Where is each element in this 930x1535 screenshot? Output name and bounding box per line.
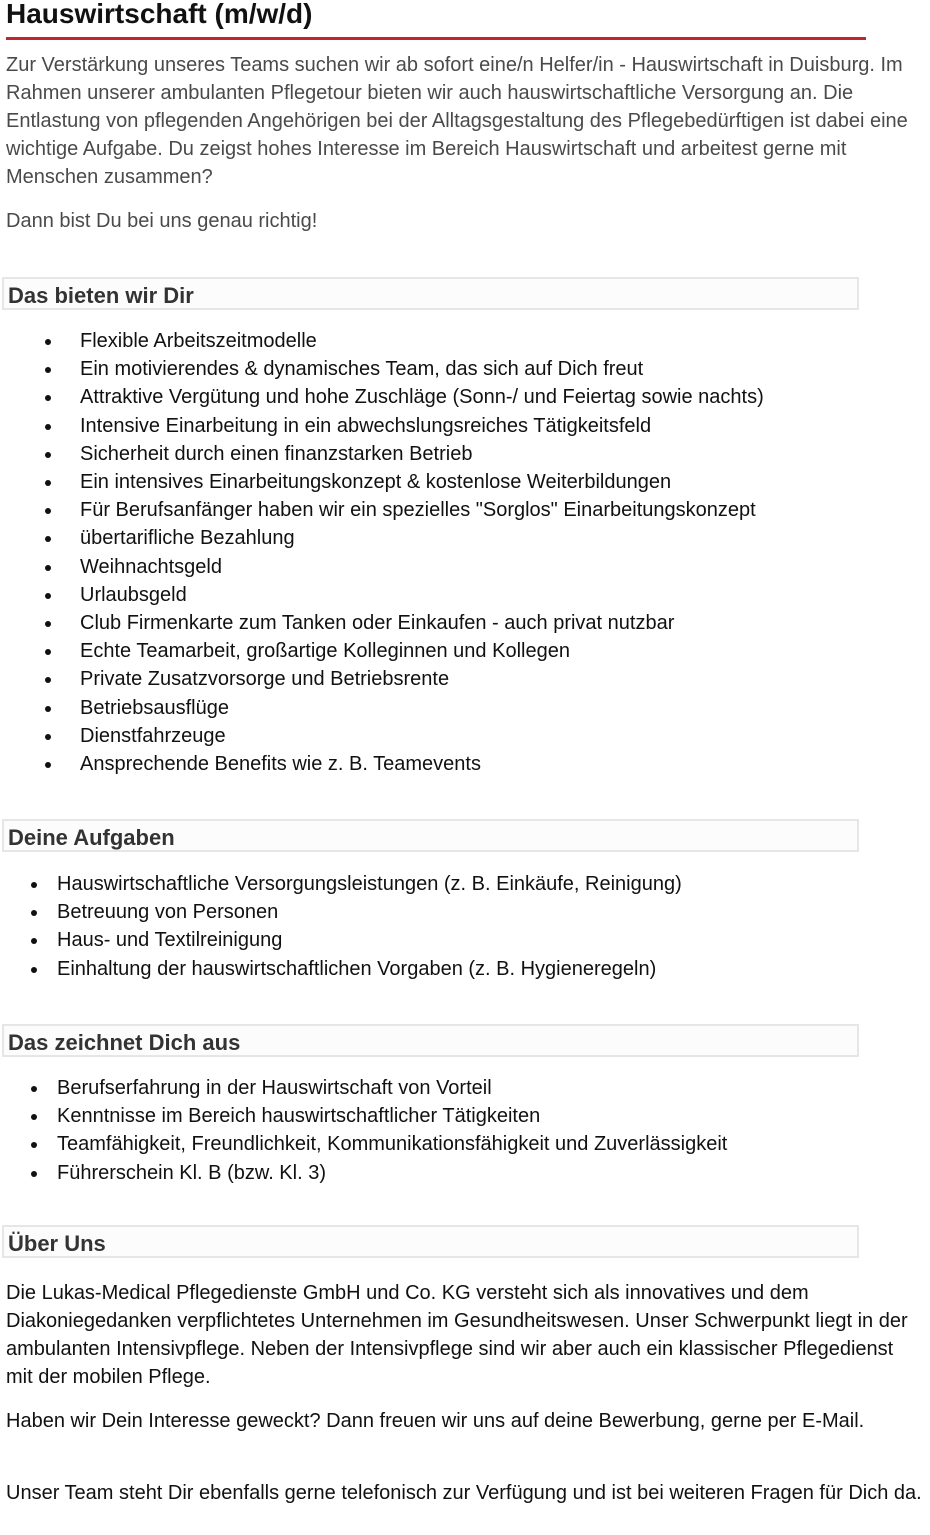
section-title-offer: Das bieten wir Dir	[8, 283, 194, 308]
about-paragraph-company: Die Lukas-Medical Pflegedienste GmbH und Co. KG versteht sich als innovatives und dem Diakoniegedanken verpflichtetes Unternehmen im Gesundheitswesen. Unser Schwerpunkt liegt in der ambulanten Intensivpflege. Neben der Intensivpflege sind wir aber auch ein klassischer Pflegedienst mit der mobilen Pflege.	[6, 1282, 908, 1388]
list-item	[80, 412, 764, 440]
bullet-icon	[45, 424, 51, 430]
offer-list	[80, 327, 764, 778]
list-item	[57, 1102, 727, 1130]
section-title-tasks: Deine Aufgaben	[8, 825, 175, 850]
list-item-text: Urlaubsgeld	[80, 583, 187, 606]
list-item-text: Attraktive Vergütung und hohe Zuschläge (Sonn-/ und Feiertag sowie nachts)	[80, 386, 764, 409]
list-item	[57, 870, 682, 898]
bullet-icon	[45, 734, 51, 740]
list-item-text: Teamfähigkeit, Freundlichkeit, Kommunikationsfähigkeit und Zuverlässigkeit	[57, 1133, 728, 1156]
bullet-icon	[45, 339, 51, 345]
list-item	[80, 609, 764, 637]
section-header-about	[2, 1225, 859, 1258]
list-item-text: Flexible Arbeitszeitmodelle	[80, 330, 317, 352]
bullet-icon	[45, 480, 51, 486]
bullet-icon	[45, 706, 51, 712]
list-item	[80, 383, 764, 411]
list-item-text: Betriebsausflüge	[80, 696, 229, 719]
list-item	[57, 898, 682, 926]
list-item-text: Hauswirtschaftliche Versorgungsleistungen (z. B. Einkäufe, Reinigung)	[57, 873, 682, 895]
list-item-text: Private Zusatzvorsorge und Betriebsrente	[80, 668, 450, 691]
bullet-icon	[45, 452, 51, 458]
bullet-icon	[45, 395, 51, 401]
profile-list	[57, 1074, 727, 1187]
about-paragraph-contact: Unser Team steht Dir ebenfalls gerne telefonisch zur Verfügung und ist bei weiteren Fragen für Dich da.	[6, 1482, 922, 1504]
bullet-icon	[31, 967, 37, 973]
list-item	[57, 1074, 727, 1102]
list-item-text: Für Berufsanfänger haben wir ein spezielles "Sorglos" Einarbeitungskonzept	[80, 499, 756, 522]
list-item-text: Weihnachtsgeld	[80, 555, 222, 578]
bullet-icon	[45, 367, 51, 373]
bullet-icon	[31, 1086, 37, 1092]
list-item-text: übertarifliche Bezahlung	[80, 527, 295, 550]
bullet-icon	[31, 882, 37, 888]
list-item-text: Intensive Einarbeitung in ein abwechslungsreiches Tätigkeitsfeld	[80, 414, 652, 437]
list-item-text: Einhaltung der hauswirtschaftlichen Vorgaben (z. B. Hygieneregeln)	[57, 957, 657, 980]
intro-closing: Dann bist Du bei uns genau richtig!	[6, 210, 318, 232]
list-item	[80, 553, 764, 581]
about-paragraph-application: Haben wir Dein Interesse geweckt? Dann freuen wir uns auf deine Bewerbung, gerne per E-Mail.	[6, 1410, 865, 1432]
list-item	[80, 524, 764, 552]
list-item-text: Dienstfahrzeuge	[80, 724, 226, 747]
bullet-icon	[31, 1142, 37, 1148]
title-underline	[6, 37, 866, 40]
tasks-list	[57, 870, 682, 983]
list-item	[80, 581, 764, 609]
list-item	[80, 327, 764, 355]
list-item	[80, 750, 764, 778]
list-item	[80, 637, 764, 665]
list-item-text: Club Firmenkarte zum Tanken oder Einkaufen - auch privat nutzbar	[80, 612, 675, 635]
bullet-icon	[31, 1114, 37, 1120]
list-item-text: Kenntnisse im Bereich hauswirtschaftlicher Tätigkeiten	[57, 1105, 541, 1128]
list-item	[57, 926, 682, 954]
list-item	[57, 1159, 727, 1187]
list-item-text: Ein motivierendes & dynamisches Team, das sich auf Dich freut	[80, 358, 644, 381]
list-item-text: Ansprechende Benefits wie z. B. Teamevents	[80, 753, 481, 776]
intro-paragraph: Zur Verstärkung unseres Teams suchen wir ab sofort eine/n Helfer/in - Hauswirtschaft in Duisburg. Im Rahmen unserer ambulanten Pflegetour bieten wir auch hauswirtschaftliche Versorgung an. Die Entlastung von pflegenden Angehörigen bei der Alltagsgestaltung des Pflegebedürftigen ist dabei eine wichtige Aufgabe. Du zeigst hohes Interesse im Bereich Hauswirtschaft und arbeitest gerne mit Menschen zusammen?	[6, 54, 908, 188]
section-title-about: Über Uns	[8, 1231, 106, 1256]
list-item	[57, 955, 682, 983]
bullet-icon	[45, 536, 51, 542]
bullet-icon	[31, 1171, 37, 1177]
section-header-profile	[2, 1024, 859, 1057]
list-item-text: Berufserfahrung in der Hauswirtschaft von Vorteil	[57, 1077, 492, 1099]
list-item-text: Führerschein Kl. B (bzw. Kl. 3)	[57, 1161, 326, 1184]
section-header-offer	[2, 277, 859, 310]
list-item-text: Ein intensives Einarbeitungskonzept & kostenlose Weiterbildungen	[80, 471, 672, 494]
list-item	[80, 496, 764, 524]
bullet-icon	[45, 593, 51, 599]
list-item	[80, 355, 764, 383]
bullet-icon	[45, 508, 51, 514]
bullet-icon	[31, 910, 37, 916]
section-title-profile: Das zeichnet Dich aus	[8, 1030, 241, 1055]
bullet-icon	[45, 649, 51, 655]
list-item	[80, 694, 764, 722]
bullet-icon	[45, 621, 51, 627]
bullet-icon	[45, 565, 51, 571]
list-item-text: Betreuung von Personen	[57, 901, 279, 924]
page-title: Hauswirtschaft (m/w/d)	[6, 0, 313, 29]
list-item	[80, 665, 764, 693]
list-item	[80, 440, 764, 468]
bullet-icon	[45, 762, 51, 768]
bullet-icon	[31, 938, 37, 944]
list-item-text: Echte Teamarbeit, großartige Kolleginnen und Kollegen	[80, 640, 570, 663]
list-item	[80, 468, 764, 496]
list-item	[57, 1130, 727, 1158]
section-header-tasks	[2, 819, 859, 852]
list-item	[80, 722, 764, 750]
list-item-text: Haus- und Textilreinigung	[57, 929, 283, 952]
list-item-text: Sicherheit durch einen finanzstarken Betrieb	[80, 442, 473, 465]
bullet-icon	[45, 677, 51, 683]
